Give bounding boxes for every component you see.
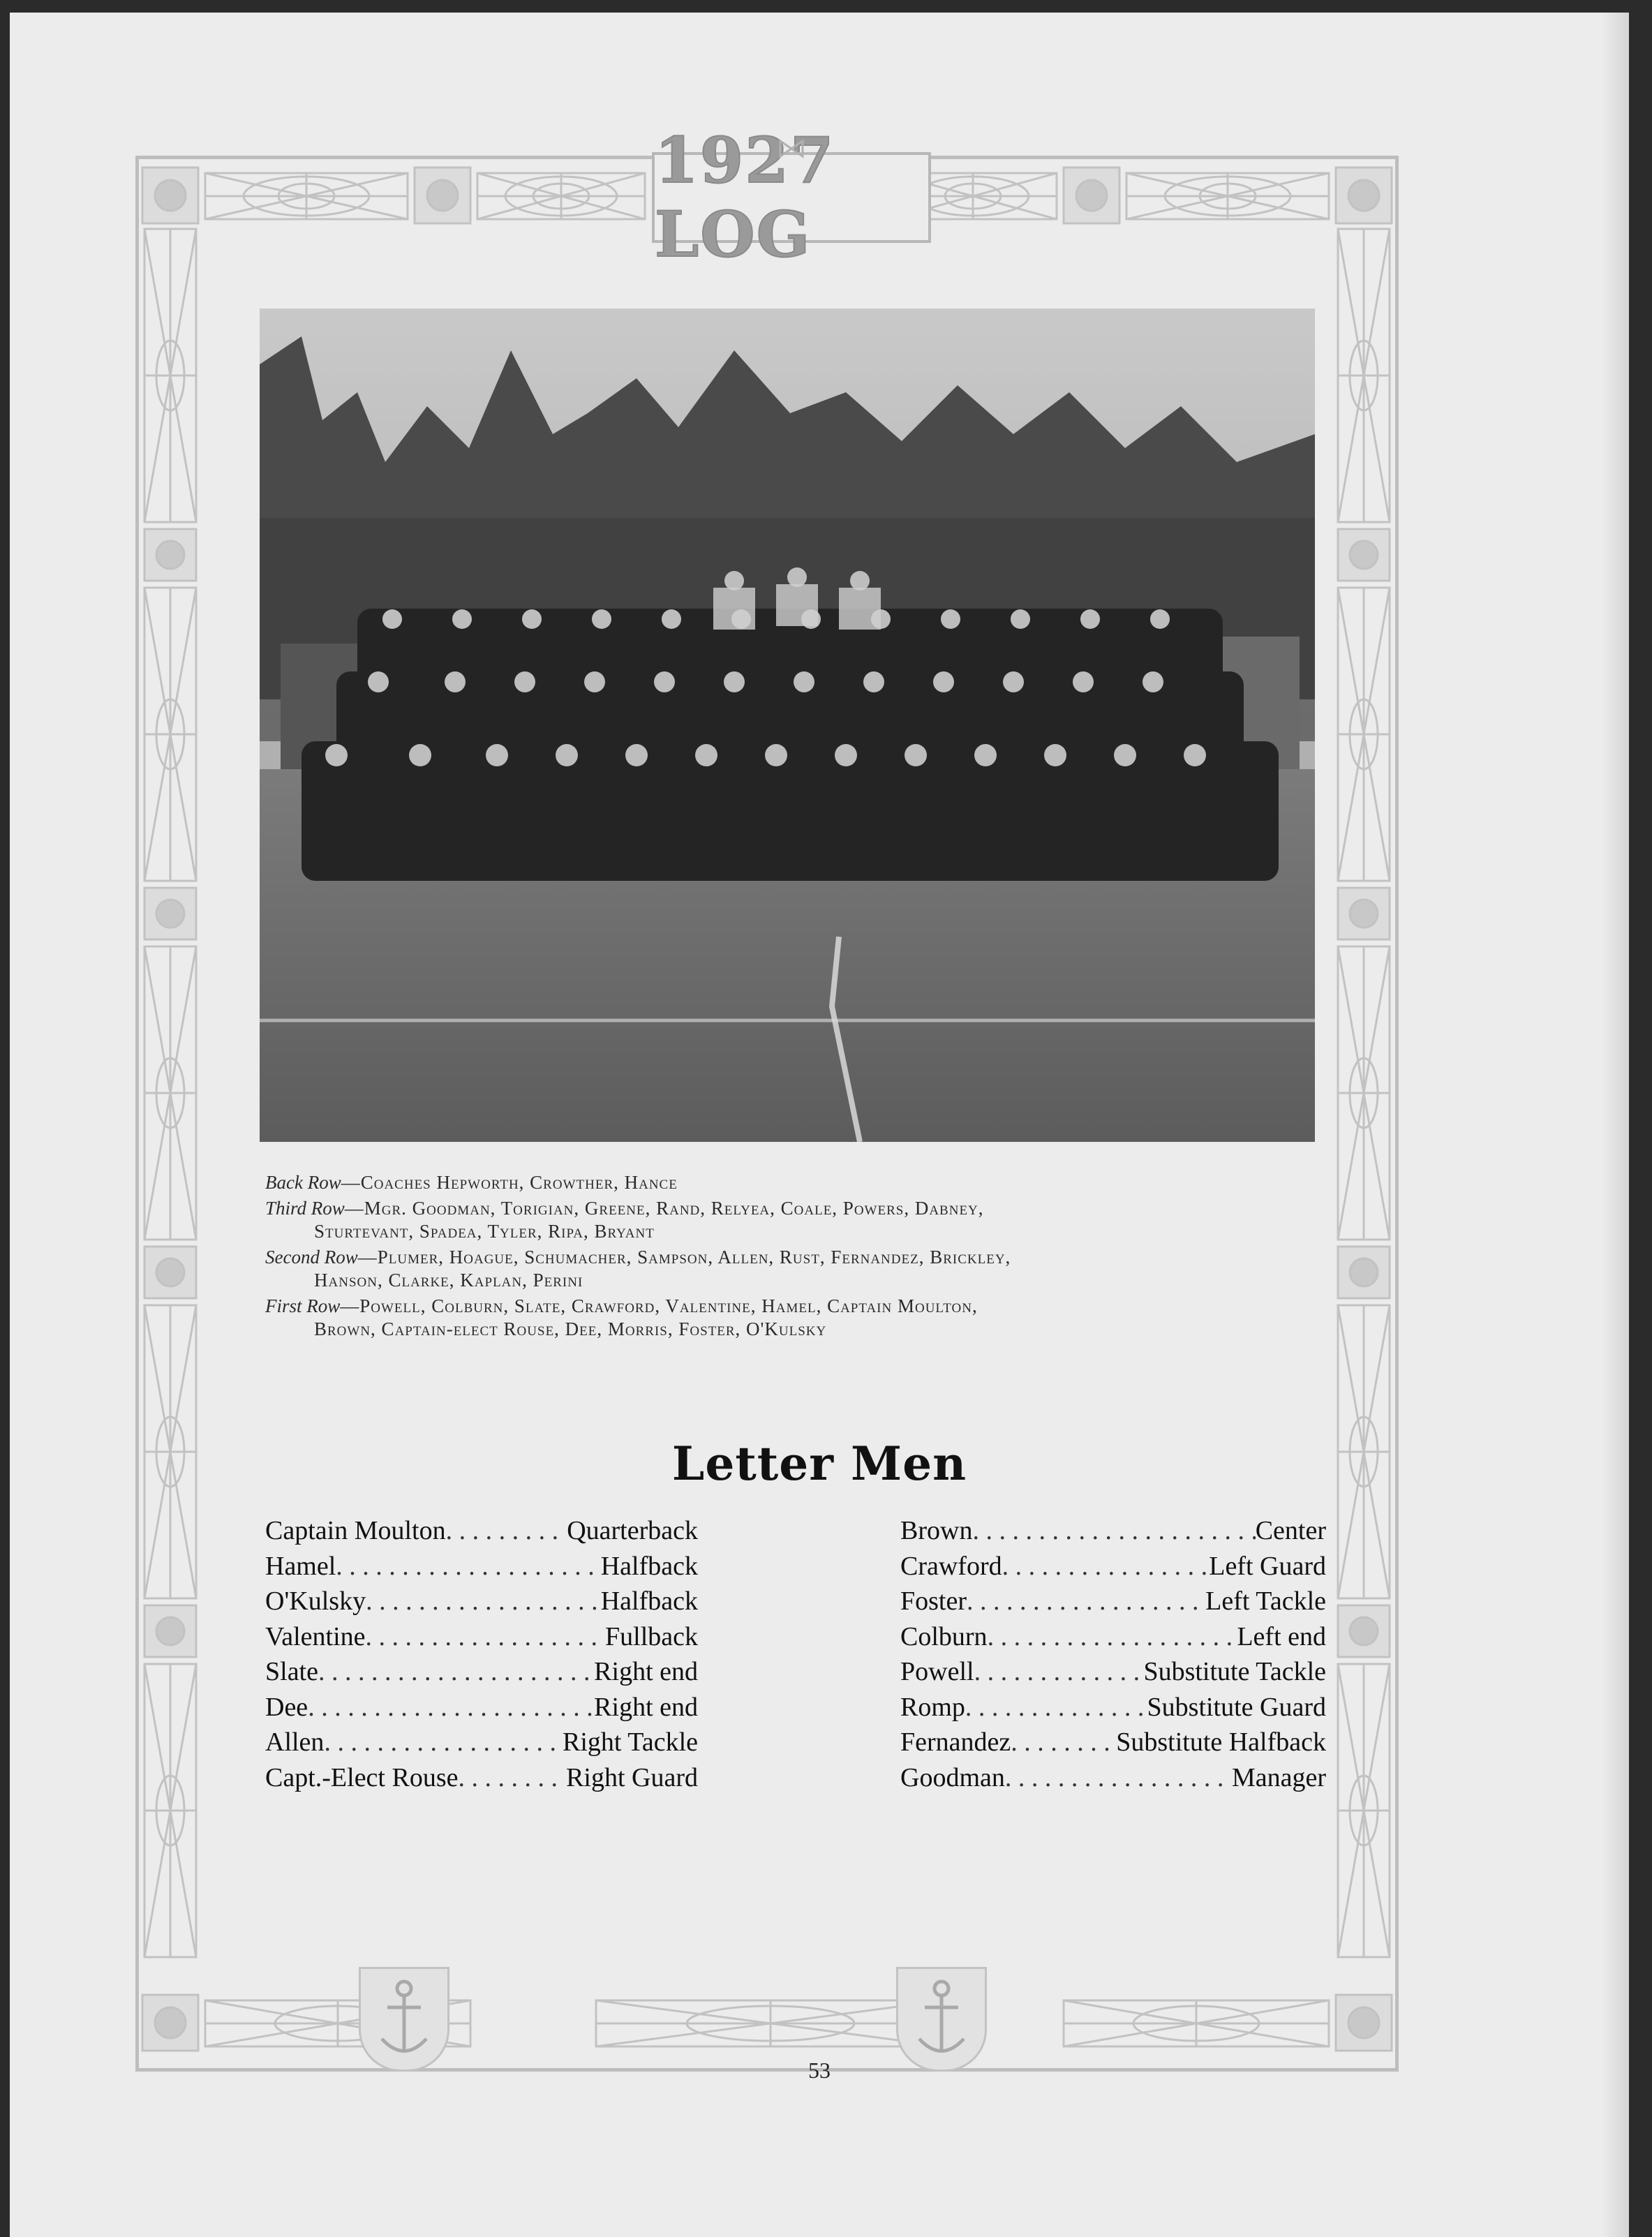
right-border-ornament [1332,222,1395,2009]
player-position: Center [1255,1516,1326,1545]
letter-men-list-right [900,1513,1326,1795]
list-item [900,1690,1326,1725]
caption-names: —Coaches Hepworth, Crowther, Hance [341,1172,678,1193]
anchor-emblem-right [896,1967,987,2072]
anchor-emblem-left [359,1967,449,2072]
page-number: 53 [808,2058,831,2083]
list-item [900,1760,1326,1796]
player-name: Valentine [265,1621,366,1651]
list-item [265,1690,698,1725]
list-item [900,1654,1326,1690]
player-name: Fernandez [900,1727,1011,1757]
caption-names: —Powell, Colburn, Slate, Crawford, Valentine, Hamel, Captain Moulton, [340,1295,978,1316]
bottom-border-ornament [139,1967,1395,2072]
list-item [265,1725,698,1760]
photo-captions [265,1171,1319,1344]
page-edge-shadow [1601,13,1629,2237]
leader-dots [988,1619,1237,1655]
caption-label: Third Row [265,1198,345,1219]
anchor-icon [898,1969,985,2069]
team-photo-image [260,309,1315,1142]
player-name: Colburn [900,1621,988,1651]
caption-label: Back Row [265,1172,341,1193]
leader-dots [336,1549,600,1584]
caption-label: First Row [265,1295,341,1316]
title-plate [652,124,931,272]
caption-names: —Plumer, Hoague, Schumacher, Sampson, Allen, Rust, Fernandez, Brickley, [357,1247,1011,1268]
leader-dots [965,1690,1147,1725]
leader-dots [366,1619,606,1655]
caption-continuation: Brown, Captain-elect Rouse, Dee, Morris, Foster, O'Kulsky [314,1318,827,1339]
player-name: Powell [900,1657,974,1686]
letter-men-list-left [265,1513,698,1795]
player-position: Left end [1237,1621,1326,1651]
left-border-ornament [139,222,202,2009]
list-item [265,1619,698,1655]
player-name: Captain Moulton [265,1516,446,1545]
player-position: Fullback [605,1621,698,1651]
section-heading: Letter Men [671,1436,967,1491]
player-position: Manager [1231,1762,1326,1792]
player-name: Goodman [900,1762,1005,1792]
player-position: Right Tackle [563,1727,698,1757]
player-name: Brown [900,1516,973,1545]
leader-dots [366,1584,601,1619]
player-position: Substitute Guard [1147,1692,1326,1722]
list-item [900,1725,1326,1760]
caption-names: —Mgr. Goodman, Torigian, Greene, Rand, Relyea, Coale, Powers, Dabney, [344,1198,984,1219]
caption-continuation: Sturtevant, Spadea, Tyler, Ripa, Bryant [314,1221,655,1242]
player-name: O'Kulsky [265,1586,366,1616]
yearbook-page [10,13,1629,2237]
player-name: Capt.-Elect Rouse [265,1762,459,1792]
list-item [265,1513,698,1549]
leader-dots [1011,1725,1116,1760]
leader-dots [974,1654,1144,1690]
player-position: Right end [594,1657,698,1686]
player-position: Right end [594,1692,698,1722]
player-position: Substitute Halfback [1116,1727,1326,1757]
player-name: Romp [900,1692,965,1722]
player-name: Crawford [900,1551,1002,1581]
list-item [900,1619,1326,1655]
player-position: Substitute Tackle [1143,1657,1326,1686]
player-position: Left Guard [1209,1551,1326,1581]
list-item [900,1584,1326,1619]
player-name: Foster [900,1586,967,1616]
leader-dots [1002,1549,1210,1584]
leader-dots [967,1584,1205,1619]
leader-dots [308,1690,594,1725]
leader-dots [446,1513,567,1549]
leader-dots [324,1725,563,1760]
caption-back-row [265,1171,1319,1194]
leader-dots [318,1654,594,1690]
player-position: Quarterback [567,1516,698,1545]
list-item [900,1549,1326,1584]
caption-label: Second Row [265,1247,358,1268]
list-item [265,1760,698,1796]
leader-dots [458,1760,566,1796]
bow-ornament [777,138,805,159]
list-item [900,1513,1326,1549]
caption-continuation: Hanson, Clarke, Kaplan, Perini [314,1270,583,1291]
player-name: Hamel [265,1551,336,1581]
player-name: Slate [265,1657,318,1686]
caption-second-row [265,1246,1319,1292]
player-name: Allen [265,1727,325,1757]
list-item [265,1549,698,1584]
player-position: Left Tackle [1205,1586,1326,1616]
list-item [265,1654,698,1690]
player-position: Halfback [600,1551,698,1581]
player-name: Dee [265,1692,308,1722]
leader-dots [1005,1760,1232,1796]
caption-third-row [265,1197,1319,1243]
team-photo [260,309,1315,1142]
title-plate-text: 1927 LOG [655,124,835,272]
anchor-icon [361,1969,447,2069]
caption-first-row [265,1295,1319,1341]
list-item [265,1584,698,1619]
leader-dots [972,1513,1255,1549]
player-position: Right Guard [566,1762,698,1792]
player-position: Halfback [600,1586,698,1616]
